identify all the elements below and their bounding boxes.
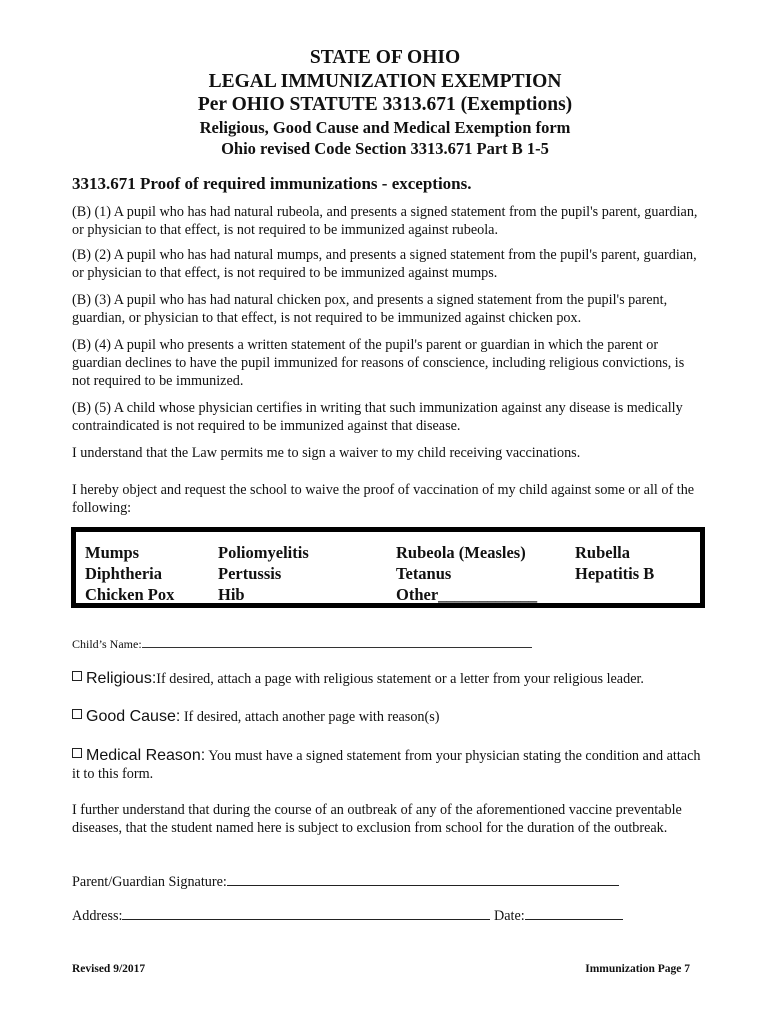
good-cause-option <box>72 708 702 726</box>
vaccine-list-box <box>71 527 705 608</box>
date-label: Date: <box>494 908 525 924</box>
good-cause-checkbox[interactable] <box>72 709 82 719</box>
footer-revision: Revised 9/2017 <box>72 963 146 975</box>
object-statement: I hereby object and request the school to waive the proof of vaccination of my child against some or all of the following: <box>72 482 695 517</box>
vaccine-other-field[interactable]: Other____________ <box>396 585 538 604</box>
signature-field <box>72 873 619 891</box>
clause-b1: (B) (1) A pupil who has had natural rubeola, and presents a signed statement from the pupil's parent, guardian, or physician to that effect, is not required to be immunized against rubeola. <box>72 204 698 239</box>
title-statute: Per OHIO STATUTE 3313.671 (Exemptions) <box>197 94 573 115</box>
medical-text: You must have a signed statement from your physician stating the condition and attach it to this form. <box>72 748 701 783</box>
address-input-line[interactable] <box>122 907 490 920</box>
medical-checkbox[interactable] <box>72 748 82 758</box>
date-input-line[interactable] <box>525 907 623 920</box>
signature-input-line[interactable] <box>227 873 619 886</box>
religious-checkbox[interactable] <box>72 671 82 681</box>
good-cause-text: If desired, attach another page with reason(s) <box>180 709 440 725</box>
section-heading: 3313.671 Proof of required immunizations - exceptions. <box>72 174 472 193</box>
vaccine-hib[interactable]: Hib <box>218 585 245 604</box>
vaccine-tetanus[interactable]: Tetanus <box>396 564 452 583</box>
clause-b4: (B) (4) A pupil who presents a written statement of the pupil's parent or guardian in which the parent or guardian declines to have the pupil immunized for reasons of conscience, including religious convictions, is not required to be immunized. <box>72 337 685 390</box>
vaccine-mumps[interactable]: Mumps <box>85 543 140 562</box>
subtitle-code-section: Ohio revised Code Section 3313.671 Part B 1-5 <box>221 138 549 158</box>
clause-b5: (B) (5) A child whose physician certifies in writing that such immunization against any disease is medically contraindicated is not required to be immunized against that disease. <box>72 400 683 435</box>
clause-b3: (B) (3) A pupil who has had natural chicken pox, and presents a signed statement from the pupil's parent, guardian, or physician to that effect, is not required to be immunized against chicken pox. <box>72 292 668 327</box>
outbreak-statement: I further understand that during the course of an outbreak of any of the aforementioned vaccine preventable diseases, that the student named here is subject to exclusion from school for the duration of the outbreak. <box>72 802 682 837</box>
religious-text: If desired, attach a page with religious statement or a letter from your religious leader. <box>156 671 644 687</box>
child-name-input-line[interactable] <box>142 637 532 648</box>
title-state: STATE OF OHIO <box>309 47 461 68</box>
subtitle-form-type: Religious, Good Cause and Medical Exemption form <box>199 117 571 137</box>
vaccine-rubeola[interactable]: Rubeola (Measles) <box>396 543 526 562</box>
medical-label: Medical Reason: <box>86 747 206 764</box>
address-label: Address: <box>72 908 123 924</box>
vaccine-hepatitis-b[interactable]: Hepatitis B <box>575 564 655 583</box>
child-name-label: Child’s Name: <box>72 637 142 651</box>
clause-b2: (B) (2) A pupil who has had natural mumps, and presents a signed statement from the pupil's parent, guardian, or physician to that effect, is not required to be immunized against mumps. <box>72 247 697 282</box>
vaccine-pertussis[interactable]: Pertussis <box>218 564 282 583</box>
medical-option <box>72 747 702 783</box>
vaccine-diphtheria[interactable]: Diphtheria <box>85 564 163 583</box>
good-cause-label: Good Cause: <box>86 708 181 725</box>
address-date-row <box>72 907 623 925</box>
footer-page-number: Immunization Page 7 <box>585 963 690 975</box>
vaccine-poliomyelitis[interactable]: Poliomyelitis <box>218 543 309 562</box>
religious-label: Religious: <box>86 670 157 687</box>
understand-statement: I understand that the Law permits me to sign a waiver to my child receiving vaccinations. <box>72 445 581 461</box>
form-title-block <box>0 46 770 159</box>
title-exemption: LEGAL IMMUNIZATION EXEMPTION <box>208 70 562 92</box>
religious-option <box>72 670 702 688</box>
vaccine-chicken-pox[interactable]: Chicken Pox <box>85 585 175 604</box>
vaccine-rubella[interactable]: Rubella <box>575 543 631 562</box>
child-name-field <box>72 637 532 652</box>
signature-label: Parent/Guardian Signature: <box>72 874 227 890</box>
